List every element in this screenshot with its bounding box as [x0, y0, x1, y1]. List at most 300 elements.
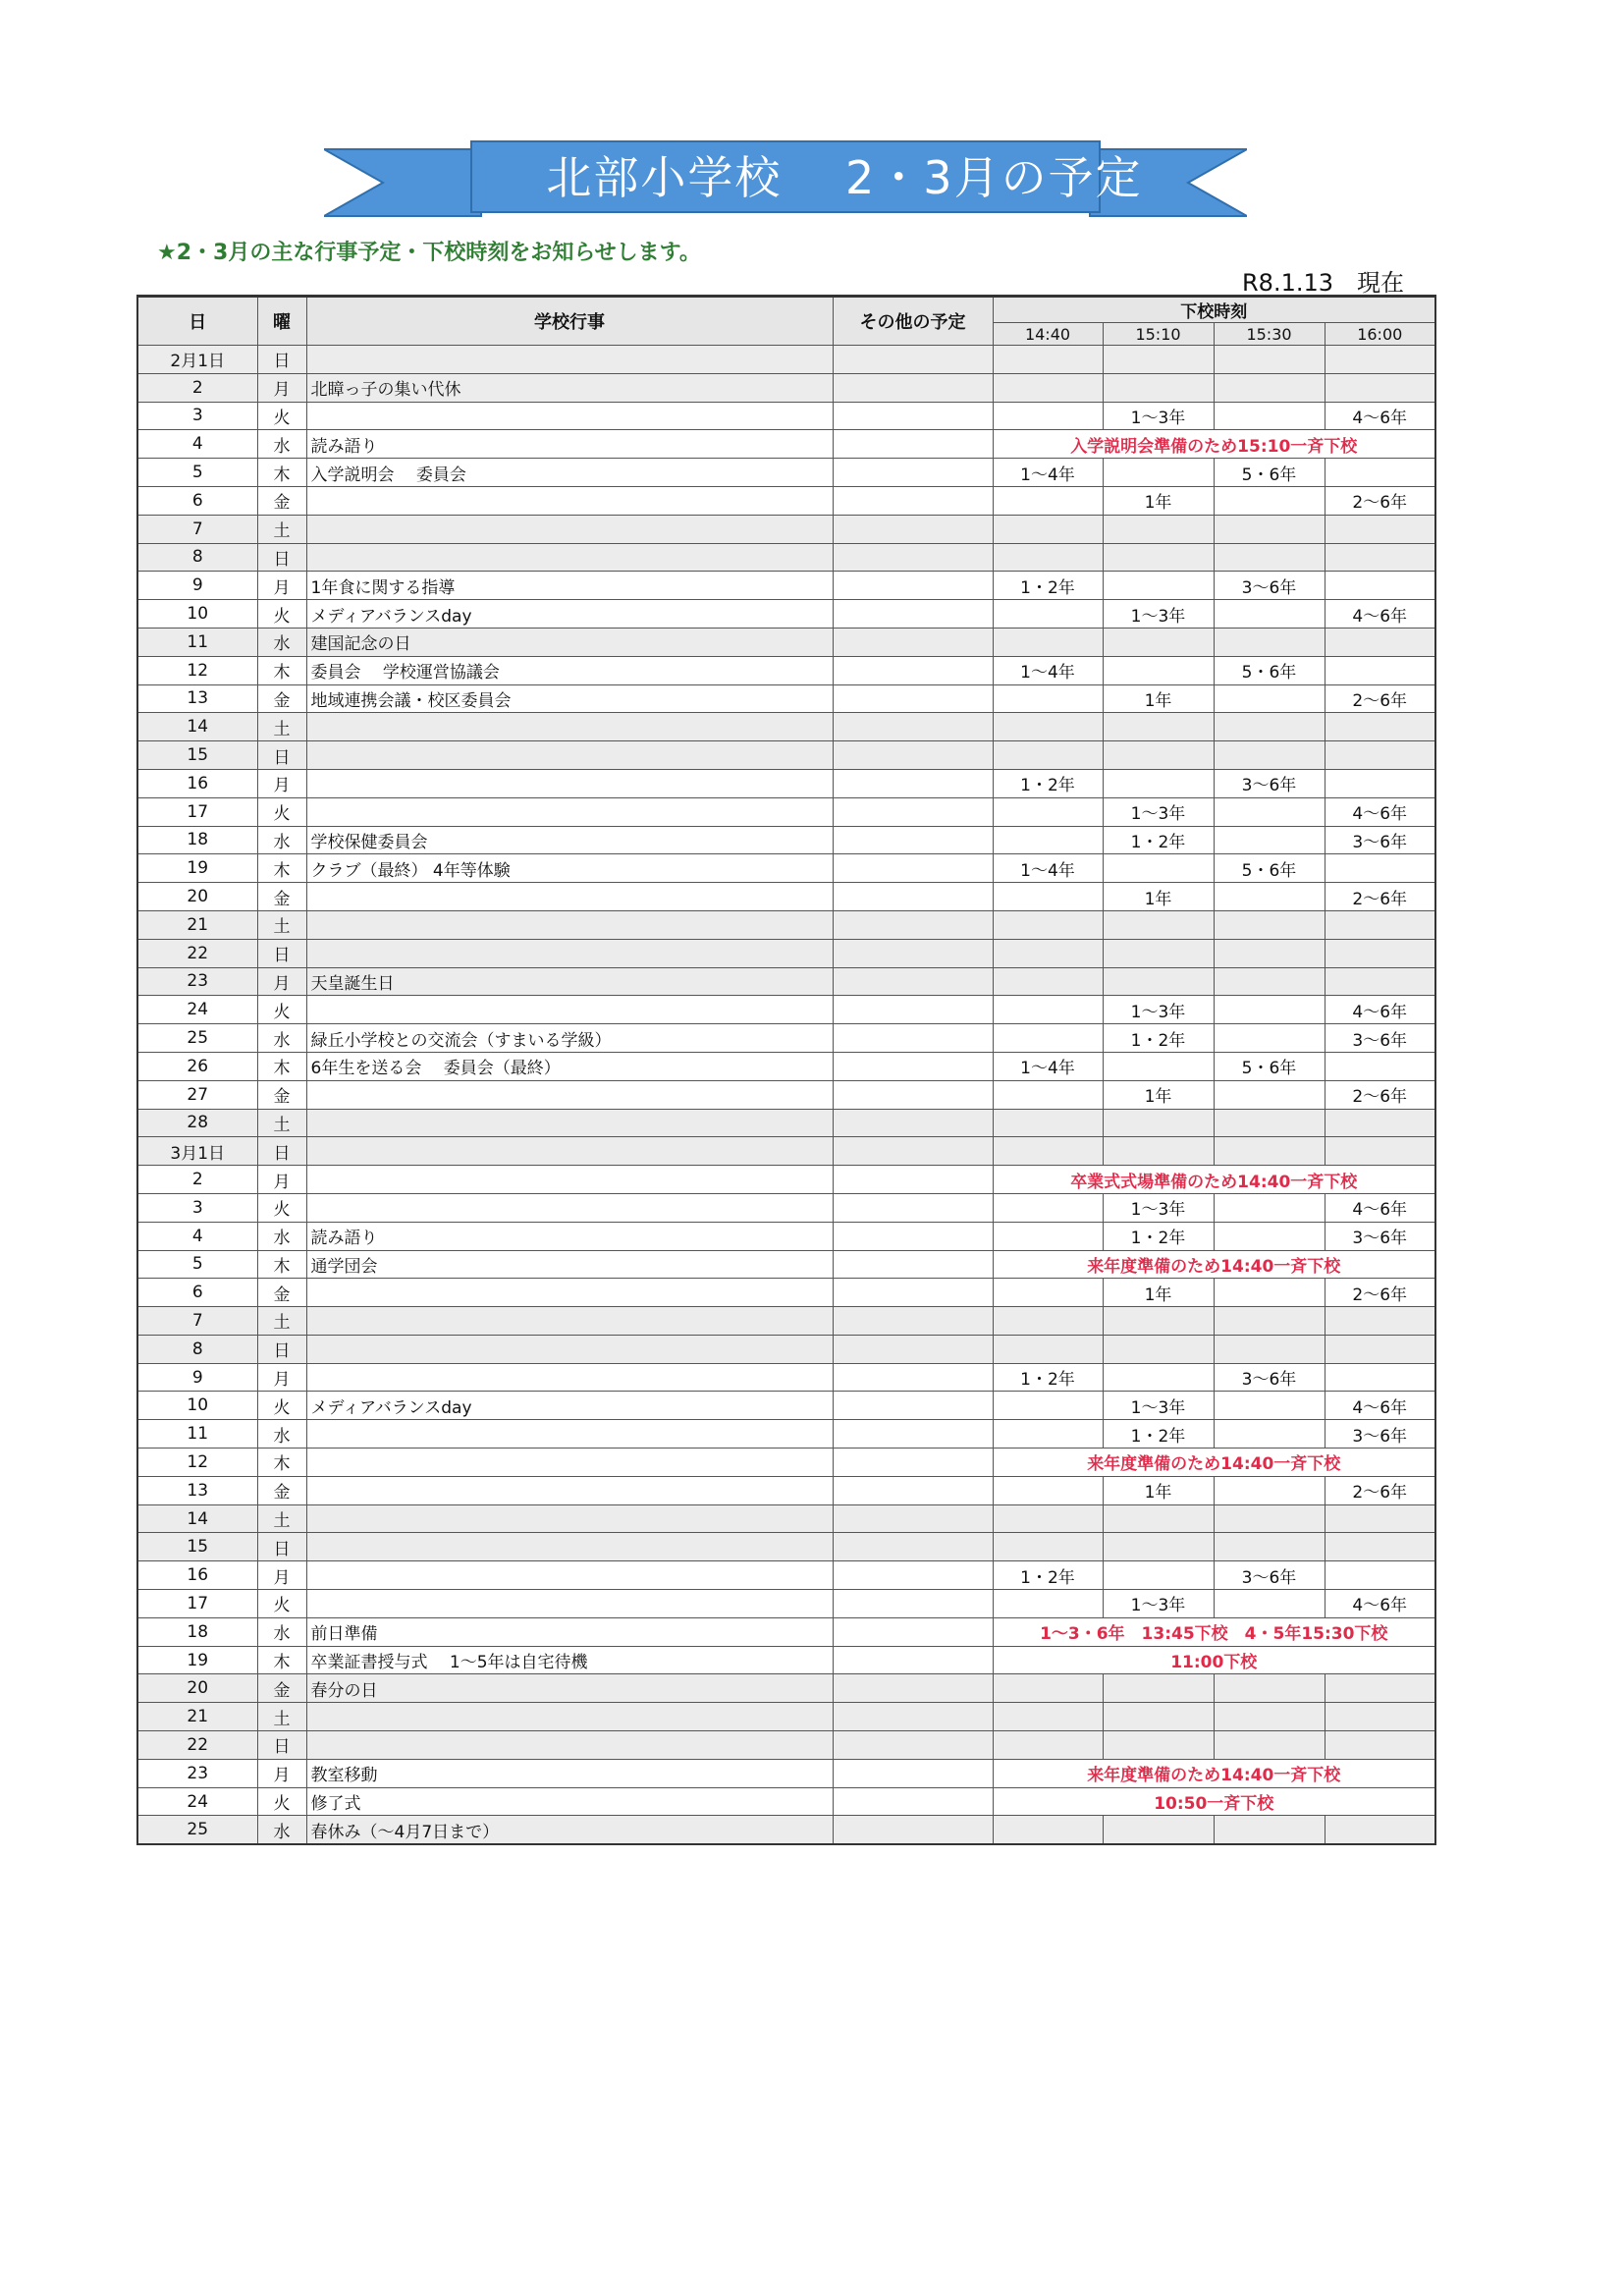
row-dismissal-time: 4～6年	[1325, 600, 1435, 629]
row-other	[833, 854, 993, 883]
row-day: 9	[137, 1363, 257, 1392]
row-other	[833, 996, 993, 1024]
row-dismissal-time	[1325, 1335, 1435, 1363]
row-other	[833, 1307, 993, 1336]
row-day: 9	[137, 572, 257, 600]
row-day: 17	[137, 1590, 257, 1618]
row-other	[833, 1617, 993, 1646]
row-event	[306, 797, 833, 826]
row-other	[833, 1449, 993, 1477]
row-event: 読み語り	[306, 430, 833, 459]
row-day: 23	[137, 967, 257, 996]
row-dismissal-time	[1103, 1816, 1214, 1844]
row-dismissal-time: 3～6年	[1325, 1222, 1435, 1250]
row-dismissal-time: 1・2年	[1103, 826, 1214, 854]
table-row	[137, 1137, 1435, 1166]
row-dismissal-time: 4～6年	[1325, 402, 1435, 430]
table-row	[137, 910, 1435, 939]
row-dismissal-time: 1～4年	[993, 854, 1103, 883]
row-weekday: 月	[257, 1363, 306, 1392]
page-title: 北部小学校 2・3月の予定	[546, 151, 1143, 204]
row-dismissal-time	[1214, 883, 1325, 911]
row-dismissal-time	[1325, 1137, 1435, 1166]
row-weekday: 月	[257, 1166, 306, 1194]
row-weekday: 火	[257, 1193, 306, 1222]
row-dismissal-time: 4～6年	[1325, 1193, 1435, 1222]
row-dismissal-time	[1214, 1392, 1325, 1420]
row-day: 2	[137, 373, 257, 402]
row-day: 13	[137, 684, 257, 713]
row-event	[306, 486, 833, 515]
table-row	[137, 939, 1435, 967]
table-row	[137, 373, 1435, 402]
row-dismissal-time	[993, 600, 1103, 629]
row-dismissal-notice: 卒業式式場準備のため14:40一斉下校	[993, 1166, 1435, 1194]
row-dismissal-time	[1103, 713, 1214, 741]
row-dismissal-time: 1～4年	[993, 656, 1103, 684]
table-row	[137, 684, 1435, 713]
row-day: 16	[137, 1561, 257, 1590]
row-event: 通学団会	[306, 1250, 833, 1279]
row-dismissal-time: 1年	[1103, 486, 1214, 515]
row-event: 6年生を送る会 委員会（最終）	[306, 1052, 833, 1080]
row-weekday: 水	[257, 1024, 306, 1053]
row-dismissal-time	[1214, 1024, 1325, 1053]
row-dismissal-time: 1～3年	[1103, 996, 1214, 1024]
row-event	[306, 1476, 833, 1504]
row-dismissal-time: 1年	[1103, 684, 1214, 713]
table-row	[137, 1363, 1435, 1392]
row-day: 17	[137, 797, 257, 826]
row-weekday: 土	[257, 1307, 306, 1336]
row-day: 21	[137, 910, 257, 939]
row-dismissal-time	[1214, 1533, 1325, 1561]
row-other	[833, 1392, 993, 1420]
row-dismissal-notice: 入学説明会準備のため15:10一斉下校	[993, 430, 1435, 459]
row-weekday: 火	[257, 797, 306, 826]
row-weekday: 火	[257, 1590, 306, 1618]
table-row	[137, 1307, 1435, 1336]
row-dismissal-time	[1214, 1307, 1325, 1336]
row-event	[306, 1335, 833, 1363]
row-dismissal-time	[993, 741, 1103, 770]
row-dismissal-time	[1103, 1335, 1214, 1363]
row-dismissal-time: 1～3年	[1103, 600, 1214, 629]
row-dismissal-time: 1～3年	[1103, 1392, 1214, 1420]
row-other	[833, 430, 993, 459]
row-weekday: 水	[257, 430, 306, 459]
row-other	[833, 1504, 993, 1533]
table-row	[137, 996, 1435, 1024]
table-row	[137, 769, 1435, 797]
row-dismissal-time: 4～6年	[1325, 1392, 1435, 1420]
row-dismissal-time	[1103, 939, 1214, 967]
row-dismissal-time	[993, 883, 1103, 911]
row-event	[306, 1137, 833, 1166]
row-dismissal-time	[1103, 543, 1214, 572]
row-dismissal-time	[1103, 1363, 1214, 1392]
row-other	[833, 1222, 993, 1250]
row-dismissal-time	[1325, 572, 1435, 600]
row-event	[306, 883, 833, 911]
row-weekday: 水	[257, 628, 306, 656]
row-other	[833, 1279, 993, 1307]
row-dismissal-time	[993, 1590, 1103, 1618]
row-dismissal-time	[993, 826, 1103, 854]
row-dismissal-time: 1・2年	[1103, 1024, 1214, 1053]
row-event	[306, 1193, 833, 1222]
header-time: 15:30	[1214, 323, 1325, 346]
row-event	[306, 1109, 833, 1137]
row-dismissal-time	[1103, 741, 1214, 770]
row-dismissal-time: 3～6年	[1214, 1561, 1325, 1590]
row-event	[306, 996, 833, 1024]
row-event: 読み語り	[306, 1222, 833, 1250]
row-dismissal-time: 2～6年	[1325, 1279, 1435, 1307]
row-dismissal-time: 3～6年	[1214, 769, 1325, 797]
table-row	[137, 713, 1435, 741]
row-event: 地域連携会議・校区委員会	[306, 684, 833, 713]
row-event: 修了式	[306, 1787, 833, 1816]
table-row	[137, 1024, 1435, 1053]
row-other	[833, 486, 993, 515]
row-day: 18	[137, 826, 257, 854]
row-dismissal-time	[1214, 1590, 1325, 1618]
row-dismissal-time	[1325, 1703, 1435, 1731]
row-dismissal-time	[1214, 402, 1325, 430]
row-event: 春分の日	[306, 1674, 833, 1703]
row-weekday: 月	[257, 373, 306, 402]
row-dismissal-time: 3～6年	[1325, 826, 1435, 854]
row-dismissal-time	[993, 402, 1103, 430]
row-other	[833, 797, 993, 826]
row-dismissal-time	[993, 996, 1103, 1024]
row-dismissal-time	[1103, 1674, 1214, 1703]
row-event	[306, 1561, 833, 1590]
row-event: 卒業証書授与式 1～5年は自宅待機	[306, 1646, 833, 1674]
table-row	[137, 572, 1435, 600]
row-day: 2	[137, 1166, 257, 1194]
row-dismissal-time: 5・6年	[1214, 1052, 1325, 1080]
row-day: 4	[137, 1222, 257, 1250]
row-dismissal-time	[1325, 769, 1435, 797]
header-other: その他の予定	[833, 297, 993, 346]
row-dismissal-time: 2～6年	[1325, 1080, 1435, 1109]
row-dismissal-time	[1214, 1816, 1325, 1844]
row-dismissal-time	[1214, 1476, 1325, 1504]
row-weekday: 金	[257, 486, 306, 515]
row-dismissal-time: 2～6年	[1325, 684, 1435, 713]
table-row	[137, 1193, 1435, 1222]
row-dismissal-time	[1103, 1109, 1214, 1137]
header-time: 15:10	[1103, 323, 1214, 346]
row-dismissal-notice: 10:50一斉下校	[993, 1787, 1435, 1816]
row-dismissal-time	[993, 486, 1103, 515]
row-other	[833, 1250, 993, 1279]
table-row	[137, 1816, 1435, 1844]
header-row	[137, 297, 1435, 323]
row-other	[833, 1024, 993, 1053]
table-row	[137, 1590, 1435, 1618]
row-dismissal-time	[1325, 939, 1435, 967]
row-weekday: 日	[257, 939, 306, 967]
row-dismissal-time	[1325, 910, 1435, 939]
row-day: 20	[137, 883, 257, 911]
row-dismissal-time	[1103, 572, 1214, 600]
row-weekday: 火	[257, 600, 306, 629]
table-row	[137, 543, 1435, 572]
table-row	[137, 1617, 1435, 1646]
table-row	[137, 1674, 1435, 1703]
row-event	[306, 1080, 833, 1109]
row-weekday: 木	[257, 656, 306, 684]
row-other	[833, 1731, 993, 1760]
row-event	[306, 1363, 833, 1392]
table-row	[137, 1420, 1435, 1449]
row-day: 20	[137, 1674, 257, 1703]
row-dismissal-time	[1214, 741, 1325, 770]
row-weekday: 日	[257, 1137, 306, 1166]
row-other	[833, 1193, 993, 1222]
row-dismissal-time	[1103, 1561, 1214, 1590]
row-dismissal-time	[1214, 1080, 1325, 1109]
row-weekday: 水	[257, 1816, 306, 1844]
table-row	[137, 1731, 1435, 1760]
row-other	[833, 1052, 993, 1080]
row-dismissal-time	[1325, 713, 1435, 741]
row-dismissal-time	[1103, 515, 1214, 543]
row-day: 2月1日	[137, 346, 257, 374]
row-dismissal-time	[1214, 1193, 1325, 1222]
row-dismissal-time	[993, 1420, 1103, 1449]
row-event	[306, 515, 833, 543]
row-event	[306, 1504, 833, 1533]
row-dismissal-time	[993, 1674, 1103, 1703]
row-other	[833, 373, 993, 402]
table-row	[137, 826, 1435, 854]
row-dismissal-time	[1325, 1816, 1435, 1844]
row-dismissal-time	[1103, 1307, 1214, 1336]
row-other	[833, 628, 993, 656]
row-weekday: 火	[257, 996, 306, 1024]
row-dismissal-time: 2～6年	[1325, 1476, 1435, 1504]
row-day: 19	[137, 854, 257, 883]
row-weekday: 月	[257, 1759, 306, 1787]
row-dismissal-notice: 来年度準備のため14:40一斉下校	[993, 1759, 1435, 1787]
row-dismissal-time	[1214, 543, 1325, 572]
row-weekday: 木	[257, 854, 306, 883]
row-weekday: 土	[257, 713, 306, 741]
row-dismissal-time	[1325, 1674, 1435, 1703]
row-dismissal-time: 1・2年	[1103, 1420, 1214, 1449]
table-row	[137, 1080, 1435, 1109]
row-dismissal-time: 1～3年	[1103, 1590, 1214, 1618]
row-weekday: 土	[257, 1504, 306, 1533]
row-dismissal-time	[1325, 656, 1435, 684]
row-dismissal-time	[1103, 1504, 1214, 1533]
row-dismissal-time	[1103, 1731, 1214, 1760]
row-dismissal-time	[1214, 1504, 1325, 1533]
table-row	[137, 797, 1435, 826]
row-dismissal-time	[1103, 459, 1214, 487]
row-day: 11	[137, 628, 257, 656]
row-other	[833, 910, 993, 939]
row-dismissal-time	[1214, 1731, 1325, 1760]
row-dismissal-time: 4～6年	[1325, 996, 1435, 1024]
row-dismissal-time	[1325, 543, 1435, 572]
row-weekday: 水	[257, 1617, 306, 1646]
row-day: 15	[137, 1533, 257, 1561]
row-weekday: 木	[257, 1449, 306, 1477]
row-other	[833, 1674, 993, 1703]
row-dismissal-time	[1214, 910, 1325, 939]
row-day: 25	[137, 1024, 257, 1053]
table-row	[137, 1703, 1435, 1731]
row-other	[833, 741, 993, 770]
header-time: 16:00	[1325, 323, 1435, 346]
row-dismissal-time	[1214, 797, 1325, 826]
row-weekday: 月	[257, 967, 306, 996]
row-dismissal-time	[1325, 1731, 1435, 1760]
row-dismissal-time	[1325, 1561, 1435, 1590]
table-row	[137, 741, 1435, 770]
row-day: 7	[137, 515, 257, 543]
row-dismissal-time: 5・6年	[1214, 854, 1325, 883]
row-weekday: 土	[257, 910, 306, 939]
row-dismissal-time	[1214, 939, 1325, 967]
row-dismissal-time	[993, 1703, 1103, 1731]
row-event	[306, 741, 833, 770]
row-other	[833, 572, 993, 600]
row-event: 緑丘小学校との交流会（すまいる学級）	[306, 1024, 833, 1053]
row-other	[833, 1646, 993, 1674]
row-day: 22	[137, 1731, 257, 1760]
row-weekday: 金	[257, 883, 306, 911]
row-event: 学校保健委員会	[306, 826, 833, 854]
row-event: 春休み（～4月7日まで）	[306, 1816, 833, 1844]
row-dismissal-time	[1103, 910, 1214, 939]
table-row	[137, 1533, 1435, 1561]
header-dismissal: 下校時刻	[993, 297, 1435, 323]
row-weekday: 水	[257, 826, 306, 854]
row-weekday: 火	[257, 1787, 306, 1816]
row-event: 前日準備	[306, 1617, 833, 1646]
row-weekday: 日	[257, 543, 306, 572]
table-row	[137, 967, 1435, 996]
row-dismissal-time	[1325, 346, 1435, 374]
table-row	[137, 459, 1435, 487]
row-day: 5	[137, 1250, 257, 1279]
row-other	[833, 1080, 993, 1109]
row-day: 21	[137, 1703, 257, 1731]
row-other	[833, 967, 993, 996]
row-dismissal-time	[1103, 628, 1214, 656]
row-dismissal-time	[1325, 515, 1435, 543]
row-dismissal-time	[1214, 967, 1325, 996]
row-dismissal-time	[1214, 996, 1325, 1024]
row-dismissal-time	[1325, 1504, 1435, 1533]
row-event	[306, 402, 833, 430]
row-dismissal-time	[1214, 684, 1325, 713]
row-event: 1年食に関する指導	[306, 572, 833, 600]
row-event: 北瞕っ子の集い代休	[306, 373, 833, 402]
row-dismissal-time	[993, 1024, 1103, 1053]
row-dismissal-time	[1103, 656, 1214, 684]
row-event	[306, 346, 833, 374]
row-event	[306, 1166, 833, 1194]
row-dismissal-time: 3～6年	[1325, 1024, 1435, 1053]
row-dismissal-time: 1～4年	[993, 1052, 1103, 1080]
row-dismissal-time	[1103, 1533, 1214, 1561]
row-dismissal-time	[1214, 1137, 1325, 1166]
row-dismissal-time	[993, 1222, 1103, 1250]
row-event: 入学説明会 委員会	[306, 459, 833, 487]
row-day: 3月1日	[137, 1137, 257, 1166]
row-dismissal-time	[1214, 1335, 1325, 1363]
row-dismissal-time: 1・2年	[993, 572, 1103, 600]
row-dismissal-notice: 来年度準備のため14:40一斉下校	[993, 1250, 1435, 1279]
row-weekday: 金	[257, 684, 306, 713]
table-row	[137, 1335, 1435, 1363]
row-dismissal-time	[1325, 1307, 1435, 1336]
row-dismissal-time	[1103, 346, 1214, 374]
row-other	[833, 515, 993, 543]
row-weekday: 水	[257, 1222, 306, 1250]
row-other	[833, 769, 993, 797]
row-dismissal-time	[1325, 967, 1435, 996]
row-dismissal-time: 3～6年	[1214, 1363, 1325, 1392]
row-dismissal-time	[1103, 769, 1214, 797]
row-dismissal-time	[993, 713, 1103, 741]
row-dismissal-time	[993, 1335, 1103, 1363]
table-row	[137, 1449, 1435, 1477]
row-dismissal-time	[1325, 628, 1435, 656]
table-row	[137, 1052, 1435, 1080]
row-day: 18	[137, 1617, 257, 1646]
row-other	[833, 1787, 993, 1816]
row-dismissal-time	[993, 1816, 1103, 1844]
row-dismissal-time	[993, 1080, 1103, 1109]
row-dismissal-time	[993, 1279, 1103, 1307]
row-event	[306, 769, 833, 797]
row-dismissal-time	[1214, 1222, 1325, 1250]
row-event	[306, 1590, 833, 1618]
row-other	[833, 1109, 993, 1137]
row-dismissal-time: 5・6年	[1214, 656, 1325, 684]
table-row	[137, 402, 1435, 430]
row-dismissal-time	[993, 684, 1103, 713]
row-other	[833, 1420, 993, 1449]
row-dismissal-time	[1214, 346, 1325, 374]
row-dismissal-time	[1214, 1279, 1325, 1307]
row-dismissal-time	[1325, 741, 1435, 770]
header-event: 学校行事	[306, 297, 833, 346]
row-dismissal-time	[993, 1109, 1103, 1137]
row-dismissal-time	[1214, 826, 1325, 854]
row-other	[833, 346, 993, 374]
row-dismissal-time	[1325, 373, 1435, 402]
row-event	[306, 543, 833, 572]
table-row	[137, 600, 1435, 629]
table-row	[137, 1279, 1435, 1307]
row-dismissal-time	[993, 1504, 1103, 1533]
row-dismissal-time	[993, 346, 1103, 374]
row-dismissal-time	[993, 1307, 1103, 1336]
row-weekday: 日	[257, 741, 306, 770]
row-weekday: 月	[257, 769, 306, 797]
row-dismissal-time: 1年	[1103, 1476, 1214, 1504]
row-day: 15	[137, 741, 257, 770]
